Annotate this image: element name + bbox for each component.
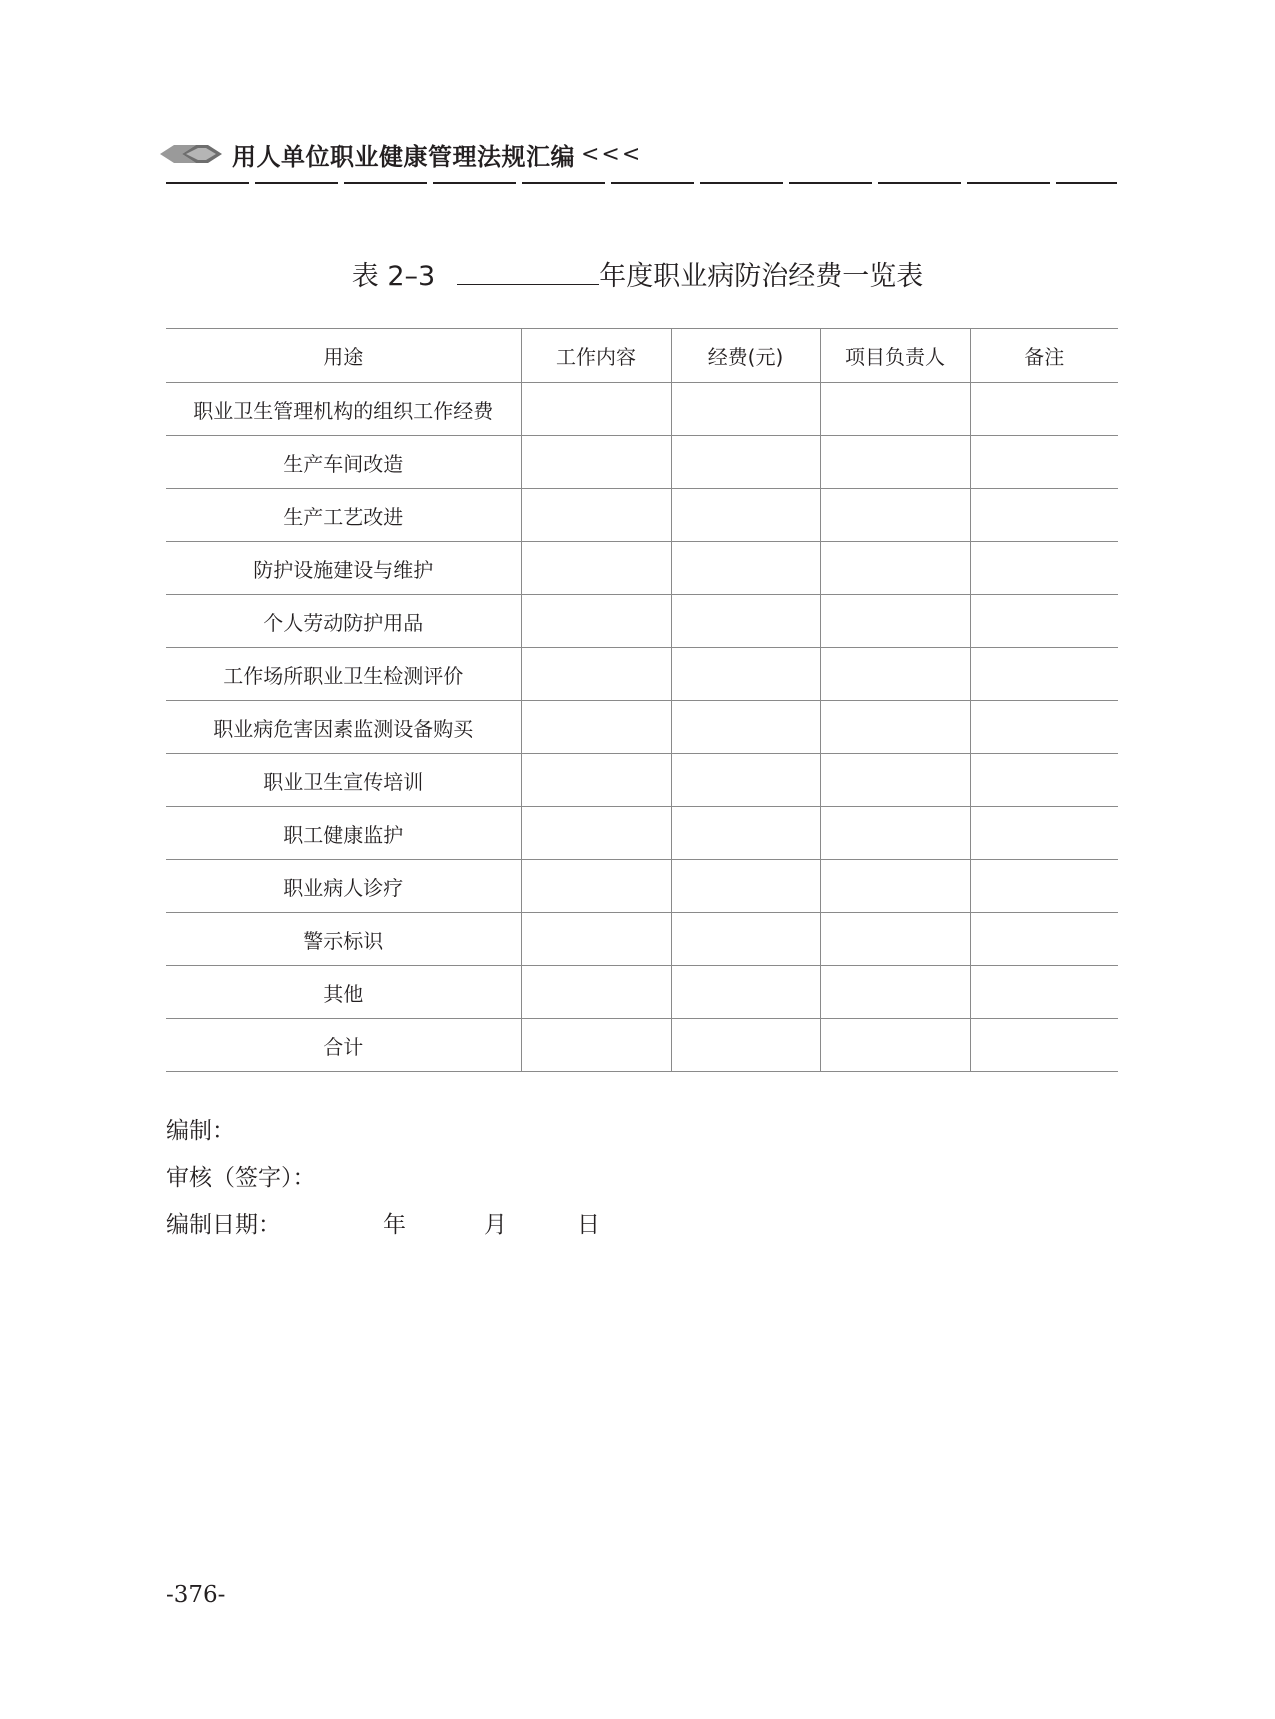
table-number: 表 2–3 [351,261,436,292]
purpose-cell: 职业卫生宣传培训 [166,754,521,807]
table-row [166,383,1118,436]
table-row [166,913,1118,966]
manager-cell [820,383,970,436]
purpose-cell: 职工健康监护 [166,807,521,860]
remarks-cell [970,489,1118,542]
remarks-cell [970,860,1118,913]
funds-cell [671,542,820,595]
manager-cell [820,595,970,648]
funds-cell [671,595,820,648]
col-header-purpose: 用途 [166,329,521,383]
table-row [166,595,1118,648]
reviewer-label: 审核（签字）： [166,1165,316,1191]
purpose-cell: 个人劳动防护用品 [166,595,521,648]
purpose-cell: 职业卫生管理机构的组织工作经费 [166,383,521,436]
page-number: -376- [166,1582,226,1608]
purpose-cell: 生产工艺改进 [166,489,521,542]
remarks-cell [970,807,1118,860]
table-title: 年度职业病防治经费一览表 [599,261,924,292]
funds-cell [671,913,820,966]
manager-cell [820,754,970,807]
remarks-cell [970,383,1118,436]
date-label: 编制日期： [166,1212,281,1238]
remarks-cell [970,648,1118,701]
content-cell [521,648,671,701]
table-row [166,860,1118,913]
manager-cell [820,542,970,595]
funds-cell [671,807,820,860]
manager-cell [820,1019,970,1072]
compiler-label: 编制： [166,1118,235,1144]
remarks-cell [970,701,1118,754]
remarks-cell [970,595,1118,648]
content-cell [521,383,671,436]
book-title: 用人单位职业健康管理法规汇编 [232,141,575,171]
table-header-row [166,329,1118,383]
col-header-manager: 项目负责人 [820,329,970,383]
table-row [166,754,1118,807]
remarks-cell [970,542,1118,595]
purpose-cell: 警示标识 [166,913,521,966]
manager-cell [820,807,970,860]
funds-cell [671,860,820,913]
year-blank-line [457,262,599,285]
table-row [166,648,1118,701]
content-cell [521,860,671,913]
table-row [166,1019,1118,1072]
year-label: 年 [383,1212,406,1238]
fund-table [166,328,1118,1072]
table-row [166,966,1118,1019]
funds-cell [671,436,820,489]
col-header-funds: 经费(元) [671,329,820,383]
content-cell [521,436,671,489]
content-cell [521,807,671,860]
content-cell [521,489,671,542]
purpose-cell: 生产车间改造 [166,436,521,489]
funds-cell [671,966,820,1019]
purpose-cell: 防护设施建设与维护 [166,542,521,595]
funds-cell [671,383,820,436]
manager-cell [820,913,970,966]
content-cell [521,701,671,754]
content-cell [521,966,671,1019]
purpose-cell: 合计 [166,1019,521,1072]
funds-cell [671,701,820,754]
funds-cell [671,648,820,701]
remarks-cell [970,436,1118,489]
content-cell [521,542,671,595]
remarks-cell [970,754,1118,807]
table-row [166,701,1118,754]
purpose-cell: 职业病危害因素监测设备购买 [166,701,521,754]
manager-cell [820,436,970,489]
month-label: 月 [484,1212,507,1238]
funds-cell [671,1019,820,1072]
content-cell [521,595,671,648]
double-diamond-icon [160,142,224,166]
purpose-cell: 职业病人诊疗 [166,860,521,913]
running-header [160,136,642,172]
table-row [166,436,1118,489]
table-caption [0,254,1275,293]
table-row [166,807,1118,860]
content-cell [521,754,671,807]
manager-cell [820,701,970,754]
remarks-cell [970,913,1118,966]
header-dashed-rule [166,182,1117,184]
remarks-cell [970,966,1118,1019]
funds-cell [671,754,820,807]
col-header-content: 工作内容 [521,329,671,383]
purpose-cell: 工作场所职业卫生检测评价 [166,648,521,701]
manager-cell [820,860,970,913]
col-header-remarks: 备注 [970,329,1118,383]
content-cell [521,913,671,966]
table-row [166,542,1118,595]
content-cell [521,1019,671,1072]
day-label: 日 [577,1212,600,1238]
header-arrows: <<< [581,141,643,167]
manager-cell [820,489,970,542]
manager-cell [820,966,970,1019]
purpose-cell: 其他 [166,966,521,1019]
table-row [166,489,1118,542]
remarks-cell [970,1019,1118,1072]
manager-cell [820,648,970,701]
funds-cell [671,489,820,542]
